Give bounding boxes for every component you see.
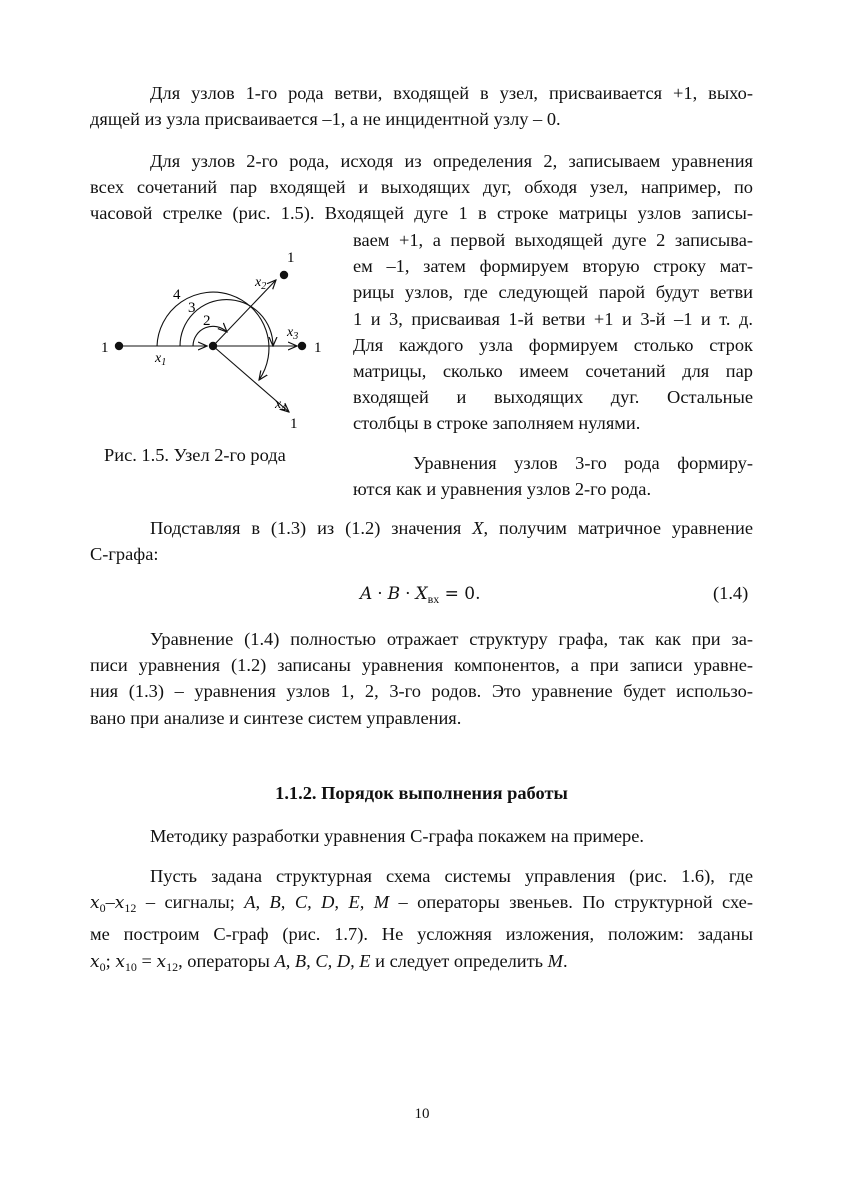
paragraph-5-line-1: Методику разработки уравнения С-графа покажем на примере. <box>150 826 645 846</box>
paragraph-2-line-1: Для узлов 2-го рода, исходя из определения 2, записываем уравнения <box>150 151 753 171</box>
label-bottom-one: 1 <box>290 416 298 432</box>
paragraph-6-line-2: $x_0-x_{12}$ – сигналы; A, B, C, D, E, M – операторы звеньев. По структурной схе- <box>90 892 753 916</box>
paragraph-4 <box>90 626 753 731</box>
label-arc-4: 4 <box>173 287 181 303</box>
section-heading: 1.1.2. Порядок выполнения работы <box>275 783 568 803</box>
right-column-p2-line-2: ются как и уравнения узлов 2-го рода. <box>353 479 652 500</box>
right-column-line-3: рицы узлов, где следующей парой будут ветви <box>353 282 753 303</box>
paragraph-5 <box>90 823 753 849</box>
paragraph-2-line-2: всех сочетаний пар входящей и выходящих дуг, обходя узел, например, по <box>90 177 753 198</box>
paragraph-3-line-2: С-графа: <box>90 544 159 565</box>
figure-node-2nd-kind <box>95 240 335 440</box>
paragraph-4-line-3: ния (1.3) – уравнения узлов 1, 2, 3-го родов. Это уравнение будет использо- <box>90 681 753 702</box>
right-node-dot <box>298 342 306 350</box>
paragraph-6-line-1: Пусть задана структурная схема системы управления (рис. 1.6), где <box>150 866 753 886</box>
label-top-one: 1 <box>287 250 295 266</box>
equation-number: (1.4) <box>713 583 749 603</box>
page-number: 10 <box>414 1106 430 1122</box>
paragraph-1 <box>90 80 753 132</box>
label-left-one: 1 <box>101 340 109 356</box>
right-column-paragraph-2 <box>353 450 753 502</box>
label-x4: $x_4$ <box>275 397 287 414</box>
right-column-line-7: входящей и выходящих дуг. Остальные <box>353 387 753 408</box>
label-x2: $x_2$ <box>255 275 267 292</box>
paragraph-4-line-2: писи уравнения (1.2) записаны уравнения компонентов, а при записи уравне- <box>90 655 753 676</box>
paragraph-1-line-2: дящей из узла присваивается –1, а не инцидентной узлу – 0. <box>90 109 561 130</box>
paragraph-6-line-4: $x_0$; $x_{10} = x_{12}$, операторы A, B, C, D, E и следует определить M. <box>90 950 568 974</box>
equation-1-4: $A \cdot B \cdot X_{вх} = 0$. <box>360 583 481 606</box>
figure-caption: Рис. 1.5. Узел 2-го рода <box>104 445 286 465</box>
paragraph-3 <box>90 515 753 567</box>
paragraph-2 <box>90 148 753 227</box>
label-arc-2: 2 <box>203 313 211 329</box>
right-column-p2-line-1: Уравнения узлов 3-го рода формиру- <box>413 453 753 473</box>
right-column-line-4: 1 и 3, присваивая 1-й ветви +1 и 3-й –1 и т. д. <box>353 308 753 329</box>
paragraph-1-line-1: Для узлов 1-го рода ветви, входящей в узел, присваивается +1, выхо- <box>150 83 753 103</box>
right-column-line-6: матрицы, сколько имеем сочетаний для пар <box>353 361 753 382</box>
right-column-line-1: ваем +1, а первой выходящей дуге 2 записыва- <box>353 230 753 250</box>
paragraph-6-line-3: ме построим С-граф (рис. 1.7). Не усложняя изложения, положим: заданы <box>90 924 753 945</box>
label-arc-3: 3 <box>188 300 196 316</box>
label-right-one: 1 <box>314 340 322 356</box>
label-x1: $x_1$ <box>155 351 167 368</box>
variable-x: X <box>472 518 484 538</box>
top-node-dot <box>280 271 288 279</box>
edge-x2 <box>213 280 276 346</box>
paragraph-4-line-4: вано при анализе и синтезе систем управления. <box>90 707 462 728</box>
paragraph-6 <box>90 863 753 980</box>
right-column-line-2: ем –1, затем формируем вторую строку мат- <box>353 256 753 277</box>
right-column-line-5: Для каждого узла формируем столько строк <box>353 334 753 355</box>
label-x3: $x_3$ <box>287 325 299 342</box>
right-column-text <box>353 227 753 437</box>
paragraph-4-line-1: Уравнение (1.4) полностью отражает структуру графа, так как при за- <box>150 629 753 649</box>
paragraph-2-line-3: часовой стрелке (рис. 1.5). Входящей дуге 1 в строке матрицы узлов записы- <box>90 203 753 224</box>
paragraph-3-line-1: Подставляя в (1.3) из (1.2) значения X, получим матричное уравнение <box>150 518 753 538</box>
right-column-line-8: столбцы в строке заполняем нулями. <box>353 413 641 434</box>
